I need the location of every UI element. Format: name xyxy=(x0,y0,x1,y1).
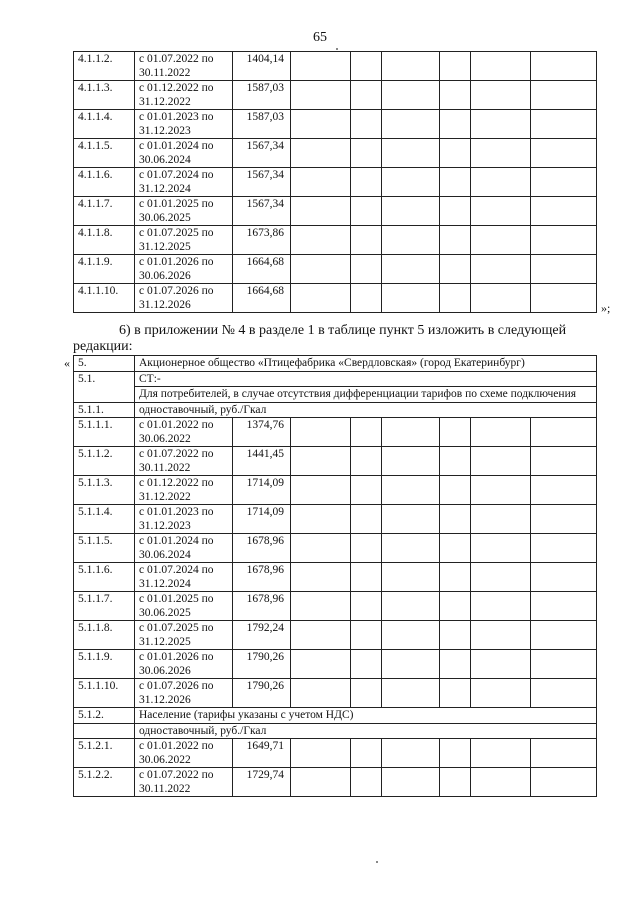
row-number: 5.1.2.1. xyxy=(74,739,135,768)
empty-cell xyxy=(531,476,597,505)
empty-cell xyxy=(351,197,382,226)
tariff-value: 1404,14 xyxy=(233,52,291,81)
period-end: 31.12.2025 xyxy=(139,635,191,648)
empty-cell xyxy=(471,621,531,650)
empty-cell xyxy=(291,650,351,679)
period-end: 31.12.2025 xyxy=(139,240,191,253)
period-cell xyxy=(135,650,233,679)
empty-cell xyxy=(291,110,351,139)
tariff-table-continued xyxy=(73,51,597,313)
tariff-value: 1664,68 xyxy=(233,284,291,313)
tariff-value: 1587,03 xyxy=(233,110,291,139)
empty-cell xyxy=(351,476,382,505)
population-num: 5.1.2. xyxy=(74,708,135,724)
empty-cell xyxy=(471,563,531,592)
empty-cell xyxy=(382,52,440,81)
empty-cell xyxy=(382,739,440,768)
empty-cell xyxy=(382,81,440,110)
empty-cell xyxy=(440,505,471,534)
empty-cell xyxy=(291,563,351,592)
empty-cell xyxy=(291,255,351,284)
empty-cell xyxy=(382,255,440,284)
tariff-value: 1649,71 xyxy=(233,739,291,768)
period-start: с 01.01.2023 по xyxy=(139,506,214,518)
period-cell xyxy=(135,52,233,81)
empty-cell xyxy=(291,505,351,534)
period-start: с 01.01.2026 по xyxy=(139,256,214,268)
empty-cell xyxy=(351,81,382,110)
empty-cell xyxy=(471,255,531,284)
row-number: 5.1.1.8. xyxy=(74,621,135,650)
empty-cell xyxy=(531,81,597,110)
period-cell xyxy=(135,168,233,197)
tariff-value: 1678,96 xyxy=(233,534,291,563)
table-row xyxy=(74,197,597,226)
period-start: с 01.07.2026 по xyxy=(139,680,214,692)
period-start: с 01.01.2026 по xyxy=(139,651,214,663)
tariff-value: 1567,34 xyxy=(233,168,291,197)
tariff-value: 1441,45 xyxy=(233,447,291,476)
empty-cell xyxy=(351,284,382,313)
row-number: 5.1.1.2. xyxy=(74,447,135,476)
row-number: 5.1.1.5. xyxy=(74,534,135,563)
row-number: 5.1.1.6. xyxy=(74,563,135,592)
empty-cell xyxy=(291,768,351,797)
period-end: 31.12.2022 xyxy=(139,490,191,503)
empty-cell xyxy=(531,110,597,139)
scan-speck xyxy=(376,861,378,863)
page-number: 65 xyxy=(313,30,327,45)
empty-cell xyxy=(382,110,440,139)
empty-cell xyxy=(440,197,471,226)
period-cell xyxy=(135,592,233,621)
empty-cell xyxy=(440,534,471,563)
row-number: 4.1.1.7. xyxy=(74,197,135,226)
period-cell xyxy=(135,476,233,505)
period-end: 30.06.2022 xyxy=(139,432,191,445)
empty-cell xyxy=(291,534,351,563)
empty-cell xyxy=(351,110,382,139)
period-end: 30.06.2022 xyxy=(139,753,191,766)
empty-cell xyxy=(471,447,531,476)
empty-cell xyxy=(471,52,531,81)
tariff-type-num: 5.1.1. xyxy=(74,402,135,418)
empty-cell xyxy=(531,168,597,197)
org-num: 5. xyxy=(74,356,135,372)
period-cell xyxy=(135,505,233,534)
table-row xyxy=(74,768,597,797)
tariff-value: 1374,76 xyxy=(233,418,291,447)
period-start: с 01.07.2022 по xyxy=(139,53,214,65)
empty-cell xyxy=(351,650,382,679)
empty-cell xyxy=(291,447,351,476)
empty-cell xyxy=(291,418,351,447)
tariff-value: 1587,03 xyxy=(233,81,291,110)
table-row xyxy=(74,284,597,313)
period-start: с 01.01.2024 по xyxy=(139,140,214,152)
table-row xyxy=(74,621,597,650)
period-end: 31.12.2026 xyxy=(139,298,191,311)
empty-cell xyxy=(382,650,440,679)
empty-cell xyxy=(440,447,471,476)
tariff-value: 1567,34 xyxy=(233,197,291,226)
empty-cell xyxy=(291,621,351,650)
empty-cell xyxy=(471,418,531,447)
period-end: 31.12.2026 xyxy=(139,693,191,706)
period-start: с 01.07.2022 по xyxy=(139,769,214,781)
empty-cell xyxy=(382,284,440,313)
empty-cell xyxy=(471,284,531,313)
table-row xyxy=(74,418,597,447)
empty-cell xyxy=(351,534,382,563)
empty-cell xyxy=(440,592,471,621)
empty-cell xyxy=(382,592,440,621)
tariff-value: 1790,26 xyxy=(233,679,291,708)
period-start: с 01.01.2024 по xyxy=(139,535,214,547)
empty-cell xyxy=(382,168,440,197)
empty-cell xyxy=(351,679,382,708)
empty-cell xyxy=(382,139,440,168)
empty-cell xyxy=(471,679,531,708)
empty-cell xyxy=(351,505,382,534)
empty-cell xyxy=(440,679,471,708)
tariff-value: 1673,86 xyxy=(233,226,291,255)
tariff-value: 1714,09 xyxy=(233,476,291,505)
empty-cell xyxy=(291,168,351,197)
period-start: с 01.01.2022 по xyxy=(139,419,214,431)
period-end: 30.06.2026 xyxy=(139,664,191,677)
system-row xyxy=(74,371,597,387)
empty-cell xyxy=(440,110,471,139)
empty-cell xyxy=(531,621,597,650)
period-end: 31.12.2024 xyxy=(139,182,191,195)
table-row xyxy=(74,168,597,197)
table-row xyxy=(74,563,597,592)
row-number: 4.1.1.6. xyxy=(74,168,135,197)
period-start: с 01.12.2022 по xyxy=(139,82,214,94)
empty-cell xyxy=(531,197,597,226)
empty-cell xyxy=(291,81,351,110)
empty-cell xyxy=(291,52,351,81)
empty-cell xyxy=(471,110,531,139)
empty-cell xyxy=(351,739,382,768)
table-row xyxy=(74,476,597,505)
empty-cell xyxy=(531,447,597,476)
tariff-value: 1664,68 xyxy=(233,255,291,284)
period-cell xyxy=(135,255,233,284)
period-cell xyxy=(135,679,233,708)
empty-cell xyxy=(531,534,597,563)
period-cell xyxy=(135,284,233,313)
period-cell xyxy=(135,447,233,476)
period-start: с 01.07.2022 по xyxy=(139,448,214,460)
period-cell xyxy=(135,226,233,255)
empty-cell xyxy=(291,476,351,505)
population-tariff-num xyxy=(74,723,135,739)
empty-cell xyxy=(531,52,597,81)
amendment-paragraph: 6) в приложении № 4 в разделе 1 в таблице пункт 5 изложить в следующей редакции: xyxy=(73,323,567,354)
empty-cell xyxy=(351,226,382,255)
empty-cell xyxy=(471,476,531,505)
table-row xyxy=(74,650,597,679)
empty-cell xyxy=(351,168,382,197)
empty-cell xyxy=(440,52,471,81)
period-start: с 01.01.2022 по xyxy=(139,740,214,752)
period-end: 31.12.2023 xyxy=(139,124,191,137)
empty-cell xyxy=(440,650,471,679)
empty-cell xyxy=(531,679,597,708)
tariff-value: 1714,09 xyxy=(233,505,291,534)
system-label: СТ:- xyxy=(135,371,597,387)
tariff-type-label: одноставочный, руб./Гкал xyxy=(135,402,597,418)
empty-cell xyxy=(351,139,382,168)
tariff-table-item-5 xyxy=(73,355,597,797)
period-start: с 01.07.2025 по xyxy=(139,622,214,634)
period-end: 30.11.2022 xyxy=(139,461,191,474)
period-start: с 01.07.2024 по xyxy=(139,564,214,576)
period-start: с 01.07.2024 по xyxy=(139,169,214,181)
org-name: Акционерное общество «Птицефабрика «Свердловская» (город Екатеринбург) xyxy=(135,356,597,372)
period-start: с 01.12.2022 по xyxy=(139,477,214,489)
empty-cell xyxy=(531,139,597,168)
tariff-value: 1678,96 xyxy=(233,592,291,621)
table-row xyxy=(74,81,597,110)
empty-cell xyxy=(382,534,440,563)
empty-cell xyxy=(471,592,531,621)
empty-cell xyxy=(440,621,471,650)
empty-cell xyxy=(351,52,382,81)
empty-cell xyxy=(291,592,351,621)
tariff-type-row xyxy=(74,402,597,418)
table-row xyxy=(74,110,597,139)
system-num: 5.1. xyxy=(74,371,135,402)
tariff-value: 1678,96 xyxy=(233,563,291,592)
empty-cell xyxy=(440,139,471,168)
empty-cell xyxy=(471,81,531,110)
empty-cell xyxy=(471,197,531,226)
period-start: с 01.07.2025 по xyxy=(139,227,214,239)
empty-cell xyxy=(382,418,440,447)
row-number: 5.1.2.2. xyxy=(74,768,135,797)
row-number: 5.1.1.9. xyxy=(74,650,135,679)
empty-cell xyxy=(440,284,471,313)
empty-cell xyxy=(382,505,440,534)
empty-cell xyxy=(440,255,471,284)
empty-cell xyxy=(291,197,351,226)
empty-cell xyxy=(351,447,382,476)
period-end: 30.06.2026 xyxy=(139,269,191,282)
row-number: 4.1.1.4. xyxy=(74,110,135,139)
empty-cell xyxy=(471,739,531,768)
empty-cell xyxy=(291,739,351,768)
table-row xyxy=(74,226,597,255)
period-end: 30.11.2022 xyxy=(139,66,191,79)
empty-cell xyxy=(440,476,471,505)
empty-cell xyxy=(440,563,471,592)
table-row xyxy=(74,534,597,563)
table-row xyxy=(74,739,597,768)
open-quote: « xyxy=(64,356,70,370)
empty-cell xyxy=(351,255,382,284)
period-end: 31.12.2023 xyxy=(139,519,191,532)
empty-cell xyxy=(382,679,440,708)
row-number: 5.1.1.7. xyxy=(74,592,135,621)
scan-speck xyxy=(336,48,338,50)
period-cell xyxy=(135,563,233,592)
period-end: 30.11.2022 xyxy=(139,782,191,795)
empty-cell xyxy=(382,563,440,592)
empty-cell xyxy=(351,418,382,447)
period-cell xyxy=(135,197,233,226)
empty-cell xyxy=(531,768,597,797)
period-end: 30.06.2025 xyxy=(139,211,191,224)
population-tariff-row xyxy=(74,723,597,739)
period-start: с 01.01.2025 по xyxy=(139,593,214,605)
period-cell xyxy=(135,621,233,650)
empty-cell xyxy=(531,418,597,447)
table-row xyxy=(74,592,597,621)
consumers-label: Для потребителей, в случае отсутствия дифференциации тарифов по схеме подключения xyxy=(135,387,597,403)
empty-cell xyxy=(351,592,382,621)
population-label: Население (тарифы указаны с учетом НДС) xyxy=(135,708,597,724)
period-start: с 01.07.2026 по xyxy=(139,285,214,297)
empty-cell xyxy=(291,679,351,708)
row-number: 4.1.1.8. xyxy=(74,226,135,255)
table-row xyxy=(74,447,597,476)
tariff-value: 1792,24 xyxy=(233,621,291,650)
empty-cell xyxy=(531,226,597,255)
tariff-value: 1729,74 xyxy=(233,768,291,797)
period-cell xyxy=(135,418,233,447)
empty-cell xyxy=(351,563,382,592)
empty-cell xyxy=(471,534,531,563)
row-number: 4.1.1.5. xyxy=(74,139,135,168)
org-row xyxy=(74,356,597,372)
empty-cell xyxy=(440,739,471,768)
empty-cell xyxy=(471,226,531,255)
period-cell xyxy=(135,739,233,768)
tariff-value: 1567,34 xyxy=(233,139,291,168)
empty-cell xyxy=(440,168,471,197)
row-number: 4.1.1.2. xyxy=(74,52,135,81)
empty-cell xyxy=(531,739,597,768)
table-row xyxy=(74,52,597,81)
table-row xyxy=(74,679,597,708)
empty-cell xyxy=(440,226,471,255)
empty-cell xyxy=(382,197,440,226)
population-row xyxy=(74,708,597,724)
period-cell xyxy=(135,768,233,797)
empty-cell xyxy=(471,168,531,197)
empty-cell xyxy=(471,768,531,797)
empty-cell xyxy=(531,592,597,621)
empty-cell xyxy=(382,621,440,650)
row-number: 5.1.1.10. xyxy=(74,679,135,708)
empty-cell xyxy=(351,768,382,797)
empty-cell xyxy=(440,768,471,797)
period-end: 30.06.2024 xyxy=(139,153,191,166)
period-end: 30.06.2024 xyxy=(139,548,191,561)
table-row xyxy=(74,505,597,534)
empty-cell xyxy=(531,563,597,592)
empty-cell xyxy=(382,476,440,505)
empty-cell xyxy=(291,226,351,255)
empty-cell xyxy=(382,226,440,255)
period-end: 31.12.2024 xyxy=(139,577,191,590)
empty-cell xyxy=(382,768,440,797)
empty-cell xyxy=(291,139,351,168)
row-number: 4.1.1.9. xyxy=(74,255,135,284)
empty-cell xyxy=(531,650,597,679)
row-number: 4.1.1.3. xyxy=(74,81,135,110)
period-end: 31.12.2022 xyxy=(139,95,191,108)
row-number: 5.1.1.1. xyxy=(74,418,135,447)
table-row xyxy=(74,139,597,168)
row-number: 4.1.1.10. xyxy=(74,284,135,313)
row-number: 5.1.1.3. xyxy=(74,476,135,505)
period-start: с 01.01.2023 по xyxy=(139,111,214,123)
empty-cell xyxy=(531,255,597,284)
period-start: с 01.01.2025 по xyxy=(139,198,214,210)
empty-cell xyxy=(291,284,351,313)
empty-cell xyxy=(382,447,440,476)
empty-cell xyxy=(471,650,531,679)
empty-cell xyxy=(471,505,531,534)
population-tariff-label: одноставочный, руб./Гкал xyxy=(135,723,597,739)
tariff-value: 1790,26 xyxy=(233,650,291,679)
period-end: 30.06.2025 xyxy=(139,606,191,619)
period-cell xyxy=(135,534,233,563)
empty-cell xyxy=(440,81,471,110)
table-end-mark: »; xyxy=(601,301,611,315)
table-row xyxy=(74,255,597,284)
consumers-row xyxy=(74,387,597,403)
empty-cell xyxy=(531,505,597,534)
empty-cell xyxy=(531,284,597,313)
empty-cell xyxy=(351,621,382,650)
row-number: 5.1.1.4. xyxy=(74,505,135,534)
period-cell xyxy=(135,110,233,139)
empty-cell xyxy=(471,139,531,168)
empty-cell xyxy=(440,418,471,447)
period-cell xyxy=(135,139,233,168)
period-cell xyxy=(135,81,233,110)
